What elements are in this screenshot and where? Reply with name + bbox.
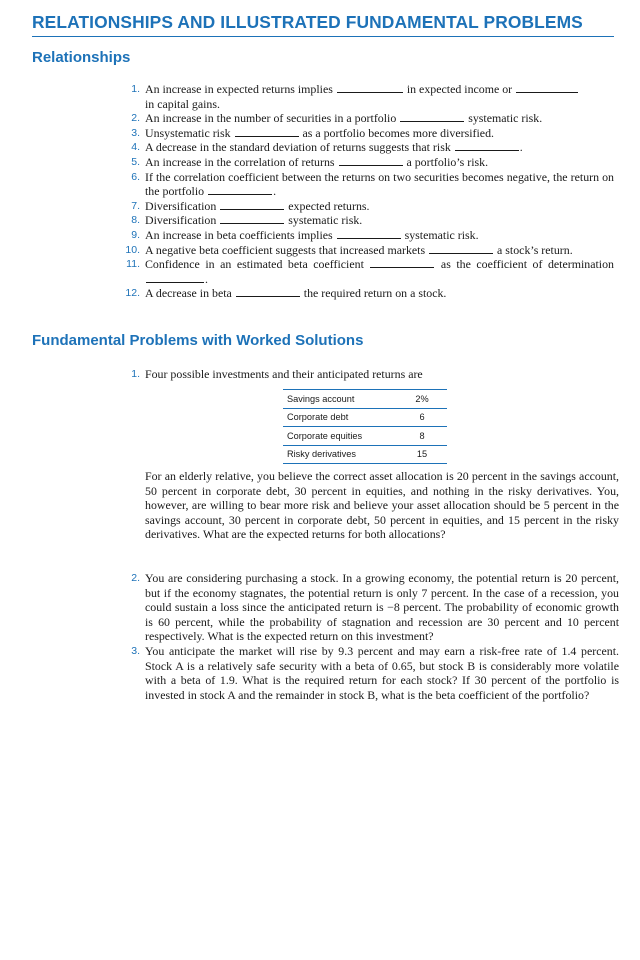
item-text: a portfolio’s risk. [403,154,489,169]
blank-line [235,126,299,137]
table-cell-label: Savings account [283,390,397,409]
item-text: An increase in the number of securities in a portfolio [145,111,400,126]
table-cell-value: 15 [397,445,447,464]
item-number: 9. [131,228,140,241]
item-text: a stock’s return. [494,242,573,257]
item-number: 12. [125,287,140,300]
item-number: 5. [131,155,140,168]
relationship-item [118,140,614,155]
item-text: as a portfolio becomes more diversified. [299,125,494,140]
relationship-item [118,243,614,258]
table-cell-label: Corporate equities [283,427,397,446]
item-text: systematic risk. [401,227,479,242]
relationship-item [118,199,614,214]
item-text: in capital gains. [145,96,220,111]
table-cell-label: Risky derivatives [283,445,397,464]
blank-line [429,243,493,254]
problem-item [118,644,619,702]
blank-line [370,257,434,268]
item-number: 3. [131,644,140,657]
item-number: 8. [131,214,140,227]
table-cell-label: Corporate debt [283,408,397,427]
relationship-item [118,213,614,228]
problem-1-paragraph: For an elderly relative, you believe the correct asset allocation is 20 percent in the savings account, 50 percent in corporate debt, 30 percent in equities, and nothing in the risky derivatives. You, however, are willing to bear more risk and believe your asset allocation should be 5 percent in the savings account, 30 percent in corporate debt, 50 percent in equities, and 15 percent in the risky derivatives. What are the expected returns for both allocations? [145,469,619,542]
item-text: An increase in beta coefficients implies [145,227,336,242]
blank-line [400,111,464,122]
blank-line [236,286,300,297]
problem-item [118,571,619,644]
item-text: Confidence in an estimated beta coefficient [145,257,370,272]
relationship-item [118,228,614,243]
item-number: 10. [125,243,140,256]
item-text: . [519,140,523,155]
table-cell-value: 8 [397,427,447,446]
problems-list [118,571,619,702]
table-row [283,445,447,464]
blank-line [339,155,403,166]
fundamental-problems-heading: Fundamental Problems with Worked Solutions [32,332,364,349]
item-text: the required return on a stock. [300,286,447,301]
item-text: Diversification [145,198,220,213]
blank-line [516,82,578,93]
item-number: 7. [131,199,140,212]
blank-line [220,213,284,224]
relationship-item [118,155,614,170]
item-text: A negative beta coefficient suggests that increased markets [145,242,429,257]
item-text: . [205,271,208,286]
table-row [283,427,447,446]
relationships-list [118,82,614,301]
blank-line [455,140,519,151]
investments-table [283,389,447,464]
item-text: . [273,184,277,199]
item-text: systematic risk. [285,213,363,228]
item-text: An increase in the correlation of returns [145,154,338,169]
blank-line [208,184,272,195]
problem-text: You anticipate the market will rise by 9.3 percent and may earn a risk-free rate of 1.4 percent. Stock A is a relatively safe security with a beta of 0.65, but stock B is considerably more volatile with a beta of 1.9. What is the required return for each stock? If 30 percent of the portfolio is invested in stock A and the remainder in stock B, what is the beta coefficient of the portfolio? [145,643,619,702]
relationship-item [118,111,614,126]
item-text: as the coefficient of determination [435,257,615,272]
relationship-item [118,126,614,141]
item-number: 4. [131,141,140,154]
table-row [283,390,447,409]
item-text: A decrease in the standard deviation of returns suggests that risk [145,140,454,155]
blank-line [220,199,284,210]
problem-text: You are considering purchasing a stock. In a growing economy, the potential return is 20 percent, but if the economy stagnates, the potential return is only 7 percent. In the case of a recession, you could sustain a loss since the anticipated return is −8 percent. The probability of economic growth is 60 percent, while the probability of stagnation and recession are 30 percent and 10 percent respectively. What is the expected return on this investment? [145,571,619,644]
item-text: If the correlation coefficient between the returns on two securities becomes negative, the return on the portfolio [145,169,614,199]
item-number: 2. [131,572,140,584]
relationship-item [118,257,614,286]
relationship-item [118,170,614,199]
table-row [283,408,447,427]
table-cell-value: 2% [397,390,447,409]
item-text: in expected income or [403,82,516,96]
blank-line [337,228,401,239]
item-text: systematic risk. [465,111,543,126]
item-number: 1. [131,368,140,380]
item-number: 2. [131,112,140,125]
item-number: 3. [131,126,140,139]
item-text: expected returns. [285,198,370,213]
item-number: 11. [126,258,140,271]
item-text: An increase in expected returns implies [145,82,336,96]
problem-text: Four possible investments and their anticipated returns are [145,367,423,381]
item-text: Diversification [145,213,220,228]
item-number: 1. [131,83,140,95]
item-number: 6. [131,170,140,183]
relationship-item [118,286,614,301]
relationship-item [118,82,614,111]
item-text: Unsystematic risk [145,125,234,140]
blank-line [337,82,403,93]
page-title: RELATIONSHIPS AND ILLUSTRATED FUNDAMENTAL PROBLEMS [32,12,614,37]
table-cell-value: 6 [397,408,447,427]
blank-line [146,272,204,283]
item-text: A decrease in beta [145,286,235,301]
relationships-heading: Relationships [32,49,131,66]
